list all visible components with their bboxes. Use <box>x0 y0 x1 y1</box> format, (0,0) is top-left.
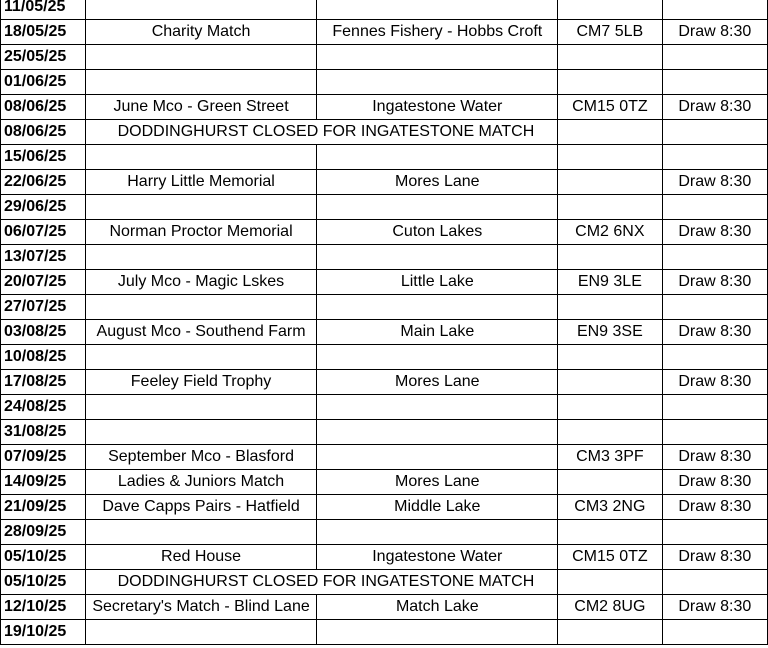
table-row <box>1 420 768 445</box>
draw-time-cell[interactable]: Draw 8:30 <box>662 320 767 345</box>
venue-cell[interactable]: Mores Lane <box>317 370 558 395</box>
date-cell[interactable]: 22/06/25 <box>1 170 86 195</box>
date-cell[interactable]: 13/07/25 <box>1 245 86 270</box>
event-cell[interactable]: Charity Match <box>85 20 317 45</box>
table-row <box>1 195 768 220</box>
closure-notice-cell[interactable]: DODDINGHURST CLOSED FOR INGATESTONE MATCH <box>85 570 558 595</box>
event-cell[interactable] <box>85 195 317 220</box>
draw-time-cell[interactable]: Draw 8:30 <box>662 595 767 620</box>
postcode-cell[interactable] <box>558 395 662 420</box>
date-cell[interactable]: 28/09/25 <box>1 520 86 545</box>
table-row <box>1 520 768 545</box>
draw-time-cell[interactable]: Draw 8:30 <box>662 20 767 45</box>
venue-cell[interactable]: Main Lake <box>317 320 558 345</box>
venue-cell[interactable] <box>317 620 558 645</box>
date-cell[interactable]: 05/10/25 <box>1 545 86 570</box>
draw-time-cell[interactable] <box>662 570 767 595</box>
postcode-cell[interactable] <box>558 620 662 645</box>
venue-cell[interactable] <box>317 345 558 370</box>
postcode-cell[interactable]: CM15 0TZ <box>558 95 662 120</box>
draw-time-cell[interactable] <box>662 195 767 220</box>
draw-time-cell[interactable] <box>662 145 767 170</box>
event-cell[interactable] <box>85 520 317 545</box>
date-cell[interactable]: 08/06/25 <box>1 95 86 120</box>
postcode-cell[interactable]: CM7 5LB <box>558 20 662 45</box>
postcode-cell[interactable] <box>558 420 662 445</box>
postcode-cell[interactable] <box>558 470 662 495</box>
draw-time-cell[interactable] <box>662 245 767 270</box>
postcode-cell[interactable] <box>558 120 662 145</box>
draw-time-cell[interactable] <box>662 295 767 320</box>
postcode-cell[interactable]: CM2 8UG <box>558 595 662 620</box>
venue-cell[interactable] <box>317 45 558 70</box>
postcode-cell[interactable] <box>558 570 662 595</box>
date-cell[interactable]: 06/07/25 <box>1 220 86 245</box>
draw-time-cell[interactable]: Draw 8:30 <box>662 545 767 570</box>
postcode-cell[interactable] <box>558 245 662 270</box>
postcode-cell[interactable]: CM3 3PF <box>558 445 662 470</box>
table-row <box>1 120 768 145</box>
draw-time-cell[interactable] <box>662 395 767 420</box>
table-row <box>1 245 768 270</box>
draw-time-cell[interactable] <box>662 45 767 70</box>
draw-time-cell[interactable] <box>662 520 767 545</box>
table-row <box>1 595 768 620</box>
draw-time-cell[interactable] <box>662 345 767 370</box>
date-cell[interactable]: 14/09/25 <box>1 470 86 495</box>
venue-cell[interactable] <box>317 70 558 95</box>
table-row <box>1 0 768 20</box>
draw-time-cell[interactable] <box>662 120 767 145</box>
draw-time-cell[interactable]: Draw 8:30 <box>662 270 767 295</box>
venue-cell[interactable] <box>317 395 558 420</box>
venue-cell[interactable]: Ingatestone Water <box>317 545 558 570</box>
date-cell[interactable]: 07/09/25 <box>1 445 86 470</box>
venue-cell[interactable]: Fennes Fishery - Hobbs Croft <box>317 20 558 45</box>
event-cell[interactable]: Red House <box>85 545 317 570</box>
venue-cell[interactable] <box>317 520 558 545</box>
event-cell[interactable] <box>85 145 317 170</box>
postcode-cell[interactable] <box>558 370 662 395</box>
table-row <box>1 395 768 420</box>
closure-notice-cell[interactable]: DODDINGHURST CLOSED FOR INGATESTONE MATCH <box>85 120 558 145</box>
date-cell[interactable]: 24/08/25 <box>1 395 86 420</box>
table-row <box>1 370 768 395</box>
draw-time-cell[interactable] <box>662 0 767 20</box>
venue-cell[interactable] <box>317 195 558 220</box>
date-cell[interactable]: 27/07/25 <box>1 295 86 320</box>
event-cell[interactable] <box>85 620 317 645</box>
draw-time-cell[interactable] <box>662 420 767 445</box>
date-cell[interactable]: 11/05/25 <box>1 0 86 20</box>
venue-cell[interactable]: Middle Lake <box>317 495 558 520</box>
date-cell[interactable]: 15/06/25 <box>1 145 86 170</box>
table-row <box>1 320 768 345</box>
match-schedule-body <box>1 0 768 645</box>
postcode-cell[interactable]: CM2 6NX <box>558 220 662 245</box>
event-cell[interactable]: August Mco - Southend Farm <box>85 320 317 345</box>
venue-cell[interactable]: Cuton Lakes <box>317 220 558 245</box>
event-cell[interactable]: July Mco - Magic Lskes <box>85 270 317 295</box>
date-cell[interactable]: 31/08/25 <box>1 420 86 445</box>
date-cell[interactable]: 12/10/25 <box>1 595 86 620</box>
draw-time-cell[interactable] <box>662 70 767 95</box>
table-row <box>1 70 768 95</box>
event-cell[interactable] <box>85 70 317 95</box>
venue-cell[interactable] <box>317 420 558 445</box>
date-cell[interactable]: 25/05/25 <box>1 45 86 70</box>
event-cell[interactable] <box>85 395 317 420</box>
event-cell[interactable] <box>85 0 317 20</box>
date-cell[interactable]: 10/08/25 <box>1 345 86 370</box>
postcode-cell[interactable] <box>558 45 662 70</box>
date-cell[interactable]: 03/08/25 <box>1 320 86 345</box>
event-cell[interactable]: Ladies & Juniors Match <box>85 470 317 495</box>
date-cell[interactable]: 01/06/25 <box>1 70 86 95</box>
table-row <box>1 570 768 595</box>
draw-time-cell[interactable]: Draw 8:30 <box>662 370 767 395</box>
event-cell[interactable]: Norman Proctor Memorial <box>85 220 317 245</box>
event-cell[interactable]: Secretary's Match - Blind Lane <box>85 595 317 620</box>
venue-cell[interactable]: Match Lake <box>317 595 558 620</box>
venue-cell[interactable]: Mores Lane <box>317 470 558 495</box>
table-row <box>1 170 768 195</box>
postcode-cell[interactable] <box>558 145 662 170</box>
draw-time-cell[interactable] <box>662 620 767 645</box>
postcode-cell[interactable] <box>558 520 662 545</box>
table-row <box>1 495 768 520</box>
table-row <box>1 345 768 370</box>
postcode-cell[interactable]: EN9 3SE <box>558 320 662 345</box>
postcode-cell[interactable] <box>558 295 662 320</box>
postcode-cell[interactable]: EN9 3LE <box>558 270 662 295</box>
postcode-cell[interactable]: CM3 2NG <box>558 495 662 520</box>
event-cell[interactable]: September Mco - Blasford <box>85 445 317 470</box>
date-cell[interactable]: 29/06/25 <box>1 195 86 220</box>
event-cell[interactable] <box>85 245 317 270</box>
date-cell[interactable]: 18/05/25 <box>1 20 86 45</box>
event-cell[interactable]: June Mco - Green Street <box>85 95 317 120</box>
date-cell[interactable]: 05/10/25 <box>1 570 86 595</box>
event-cell[interactable] <box>85 45 317 70</box>
event-cell[interactable]: Dave Capps Pairs - Hatfield <box>85 495 317 520</box>
table-row <box>1 20 768 45</box>
postcode-cell[interactable] <box>558 0 662 20</box>
date-cell[interactable]: 17/08/25 <box>1 370 86 395</box>
postcode-cell[interactable] <box>558 195 662 220</box>
postcode-cell[interactable]: CM15 0TZ <box>558 545 662 570</box>
draw-time-cell[interactable]: Draw 8:30 <box>662 220 767 245</box>
date-cell[interactable]: 20/07/25 <box>1 270 86 295</box>
date-cell[interactable]: 08/06/25 <box>1 120 86 145</box>
event-cell[interactable] <box>85 295 317 320</box>
venue-cell[interactable] <box>317 295 558 320</box>
date-cell[interactable]: 21/09/25 <box>1 495 86 520</box>
postcode-cell[interactable] <box>558 345 662 370</box>
table-row <box>1 45 768 70</box>
venue-cell[interactable]: Ingatestone Water <box>317 95 558 120</box>
venue-cell[interactable]: Little Lake <box>317 270 558 295</box>
draw-time-cell[interactable]: Draw 8:30 <box>662 170 767 195</box>
draw-time-cell[interactable]: Draw 8:30 <box>662 95 767 120</box>
table-row <box>1 220 768 245</box>
event-cell[interactable]: Harry Little Memorial <box>85 170 317 195</box>
event-cell[interactable] <box>85 420 317 445</box>
table-row <box>1 470 768 495</box>
postcode-cell[interactable] <box>558 170 662 195</box>
table-row <box>1 620 768 645</box>
draw-time-cell[interactable]: Draw 8:30 <box>662 495 767 520</box>
table-row <box>1 545 768 570</box>
postcode-cell[interactable] <box>558 70 662 95</box>
table-row <box>1 295 768 320</box>
venue-cell[interactable] <box>317 145 558 170</box>
date-cell[interactable]: 19/10/25 <box>1 620 86 645</box>
table-row <box>1 95 768 120</box>
venue-cell[interactable]: Mores Lane <box>317 170 558 195</box>
draw-time-cell[interactable]: Draw 8:30 <box>662 470 767 495</box>
venue-cell[interactable] <box>317 445 558 470</box>
venue-cell[interactable] <box>317 0 558 20</box>
table-row <box>1 270 768 295</box>
venue-cell[interactable] <box>317 245 558 270</box>
draw-time-cell[interactable]: Draw 8:30 <box>662 445 767 470</box>
table-row <box>1 145 768 170</box>
event-cell[interactable] <box>85 345 317 370</box>
event-cell[interactable]: Feeley Field Trophy <box>85 370 317 395</box>
table-row <box>1 445 768 470</box>
